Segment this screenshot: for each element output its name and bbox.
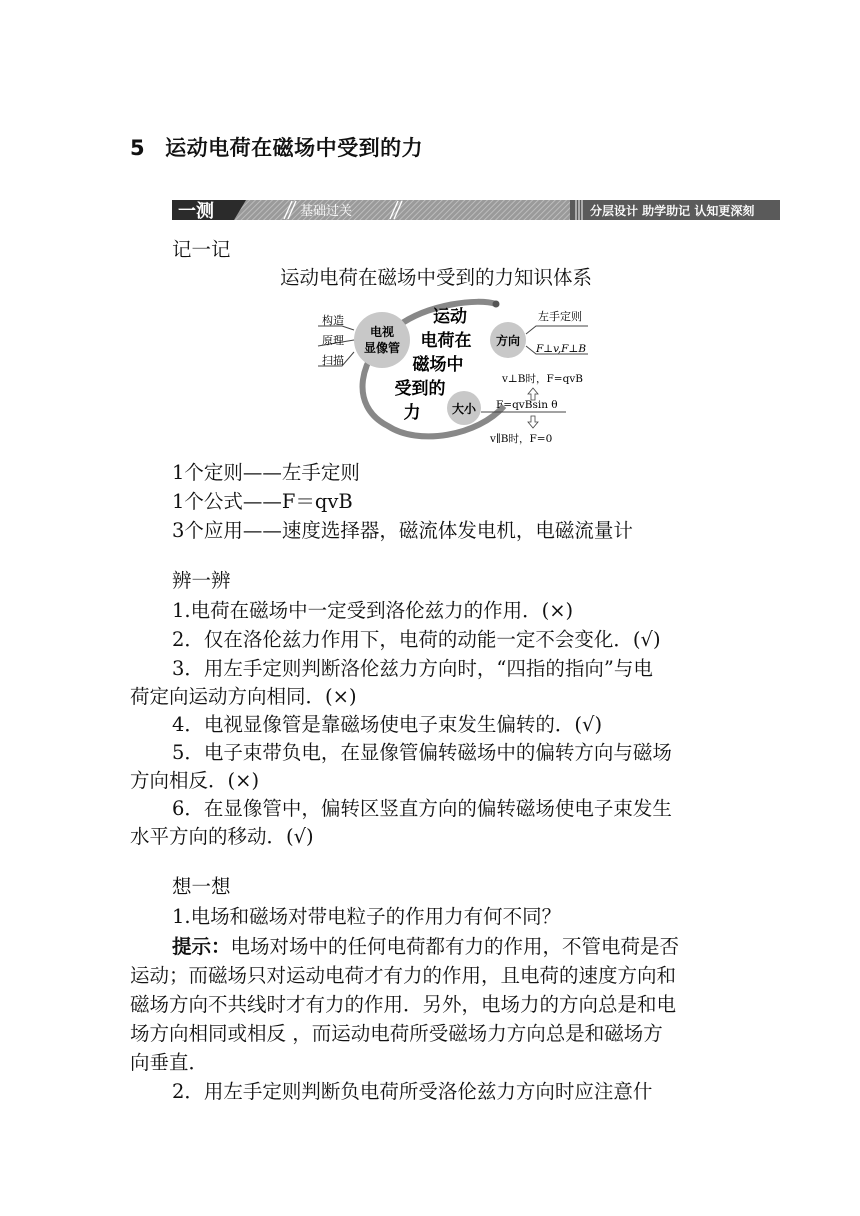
size-item-general: F=qvBsin θ [496, 399, 558, 411]
center-line5: 力 [403, 403, 421, 423]
size-node: 大小 [451, 402, 477, 416]
judgment-line: 荷定向运动方向相同．(×) [130, 685, 357, 708]
judgment-line: 3．用左手定则判断洛伦兹力方向时，“四指的指向”与电 [172, 657, 653, 680]
judgment-line: 1.电荷在磁场中一定受到洛伦兹力的作用．(×) [172, 599, 574, 622]
banner-label-foundation: 基础过关 [300, 204, 353, 219]
section-title: 运动电荷在磁场中受到的力 [165, 136, 424, 160]
judgment-line: 2．仅在洛伦兹力作用下，电荷的动能一定不会变化．(√) [172, 628, 661, 651]
tv-node-line1: 电视 [369, 325, 395, 339]
section-banner [172, 198, 780, 222]
hint-text: 电场对场中的任何电荷都有力的作用，不管电荷是否 [230, 935, 680, 958]
question-2: 2．用左手定则判断负电荷所受洛伦兹力方向时应注意什 [172, 1080, 653, 1103]
hint-first-line [172, 931, 679, 959]
summary-rule: 1个定则——左手定则 [172, 461, 360, 484]
heading-remember: 记一记 [172, 238, 231, 261]
tv-item-scan: 扫描 [322, 354, 344, 367]
tv-node-line2: 显像管 [363, 341, 401, 355]
hint-line: 向垂直． [130, 1051, 209, 1074]
size-item-parallel: v∥B时，F=0 [490, 433, 553, 445]
judgment-line: 6．在显像管中，偏转区竖直方向的偏转磁场使电子束发生 [172, 797, 672, 820]
direction-item-rule: 左手定则 [538, 310, 582, 323]
summary-applications: 3个应用——速度选择器，磁流体发电机，电磁流量计 [172, 519, 633, 542]
hint-label: 提示： [172, 935, 231, 958]
center-line3: 磁场中 [412, 355, 464, 375]
question-1: 1.电场和磁场对带电粒子的作用力有何不同？ [172, 905, 562, 928]
direction-node: 方向 [495, 334, 521, 348]
hint-line: 磁场方向不共线时才有力的作用．另外，电场力的方向总是和电 [130, 993, 677, 1016]
banner-label-yice: 一测 [178, 201, 214, 222]
page-title [130, 132, 423, 162]
judgment-line: 方向相反．(×) [130, 769, 260, 792]
heading-distinguish: 辨一辨 [172, 569, 231, 592]
center-line4: 受到的 [394, 379, 446, 399]
diagram-title: 运动电荷在磁场中受到的力知识体系 [280, 266, 593, 289]
banner-label-right: 分层设计 助学助记 认知更深刻 [590, 204, 755, 218]
judgment-line: 水平方向的移动．(√) [130, 825, 314, 848]
center-line1: 运动 [433, 307, 467, 327]
hint-line: 运动；而磁场只对运动电荷才有力的作用，且电荷的速度方向和 [130, 964, 677, 987]
arrow-down-icon [528, 416, 538, 428]
knowledge-diagram [308, 296, 598, 448]
tv-item-structure: 构造 [322, 314, 344, 327]
size-item-perp: v⊥B时，F=qvB [502, 373, 583, 385]
center-line2: 电荷在 [420, 331, 472, 351]
section-number: 5 [130, 136, 146, 160]
heading-think: 想一想 [172, 875, 231, 898]
summary-formula: 1个公式——F＝qvB [172, 490, 353, 513]
tv-item-principle: 原理 [322, 334, 344, 347]
judgment-line: 5．电子束带负电，在显像管偏转磁场中的偏转方向与磁场 [172, 741, 672, 764]
hint-line: 场方向相同或相反 ，而运动电荷所受磁场力方向总是和磁场方 [130, 1022, 663, 1045]
judgment-line: 4．电视显像管是靠磁场使电子束发生偏转的．(√) [172, 713, 603, 736]
direction-item-perp: F⊥v,F⊥B [536, 343, 587, 355]
